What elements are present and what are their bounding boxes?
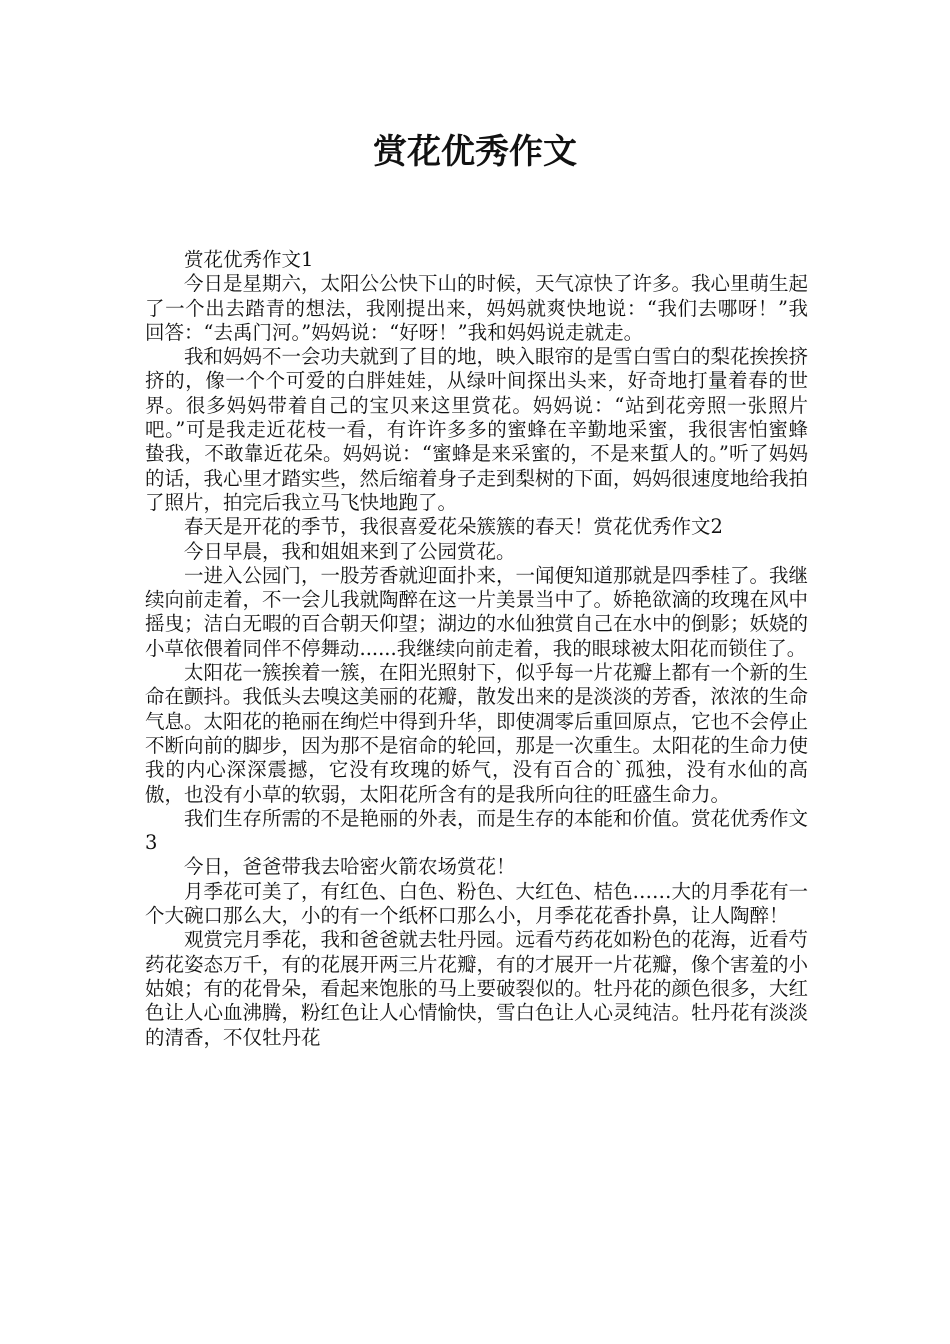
body-paragraph: 今日，爸爸带我去哈密火箭农场赏花！ — [184, 855, 516, 879]
document-body — [145, 248, 808, 1050]
body-paragraph: 今日早晨，我和姐姐来到了公园赏花。 — [184, 539, 516, 563]
body-paragraph: 观赏完月季花，我和爸爸就去牡丹园。远看芍药花如粉色的花海，近看芍药花姿态万千，有的花展开两三片花瓣，有的才展开一片花瓣，像个害羞的小姑娘；有的花骨朵，看起来饱胀的马上要破裂似的。牡丹花的颜色很多，大红色让人心血沸腾，粉红色让人心情愉快，雪白色让人心灵纯洁。牡丹花有淡淡的清香，不仅牡丹花 — [145, 928, 809, 1049]
body-paragraph: 我和妈妈不一会功夫就到了目的地，映入眼帘的是雪白雪白的梨花挨挨挤挤的，像一个个可爱的白胖娃娃，从绿叶间探出头来，好奇地打量着春的世界。很多妈妈带着自己的宝贝来这里赏花。妈妈说：“站到花旁照一张照片吧。”可是我走近花枝一看，有许许多多的蜜蜂在辛勤地采蜜，我很害怕蜜蜂蛰我，不敢靠近花朵。妈妈说：“蜜蜂是来采蜜的，不是来蜇人的。”听了妈妈的话，我心里才踏实些，然后缩着身子走到梨树的下面，妈妈很速度地给我拍了照片，拍完后我立马飞快地跑了。 — [145, 345, 809, 514]
document-title: 赏花优秀作文 — [373, 132, 577, 172]
body-paragraph: 今日是星期六，太阳公公快下山的时候，天气凉快了许多。我心里萌生起了一个出去踏青的想法，我刚提出来，妈妈就爽快地说：“我们去哪呀！”我回答：“去禹门河。”妈妈说：“好呀！”我和妈妈说走就走。 — [145, 272, 809, 344]
section-heading-1: 赏花优秀作文1 — [184, 248, 314, 271]
body-paragraph: 一进入公园门，一股芳香就迎面扑来，一闻便知道那就是四季桂了。我继续向前走着，不一会儿我就陶醉在这一片美景当中了。娇艳欲滴的玫瑰在风中摇曳；洁白无暇的百合朝天仰望；湖边的水仙独赏自己在水中的倒影；妖娆的小草依偎着同伴不停舞动......我继续向前走着，我的眼球被太阳花而锁住了。 — [145, 563, 809, 660]
body-paragraph: 太阳花一簇挨着一簇，在阳光照射下，似乎每一片花瓣上都有一个新的生命在颤抖。我低头去嗅这美丽的花瓣，散发出来的是淡淡的芳香，浓浓的生命气息。太阳花的艳丽在绚烂中得到升华，即使凋零后重回原点，它也不会停止不断向前的脚步，因为那不是宿命的轮回，那是一次重生。太阳花的生命力使我的内心深深震撼，它没有玫瑰的娇气，没有百合的`孤独，没有水仙的高傲，也没有小草的软弱，太阳花所含有的是我所向往的旺盛生命力。 — [145, 661, 809, 806]
body-paragraph: 春天是开花的季节，我很喜爱花朵簇簇的春天！赏花优秀作文2 — [184, 515, 723, 539]
body-paragraph: 我们生存所需的不是艳丽的外表，而是生存的本能和价值。赏花优秀作文3 — [145, 806, 809, 855]
body-paragraph: 月季花可美了，有红色、白色、粉色、大红色、桔色……大的月季花有一个大碗口那么大，小的有一个纸杯口那么小，月季花花香扑鼻，让人陶醉！ — [145, 879, 809, 928]
